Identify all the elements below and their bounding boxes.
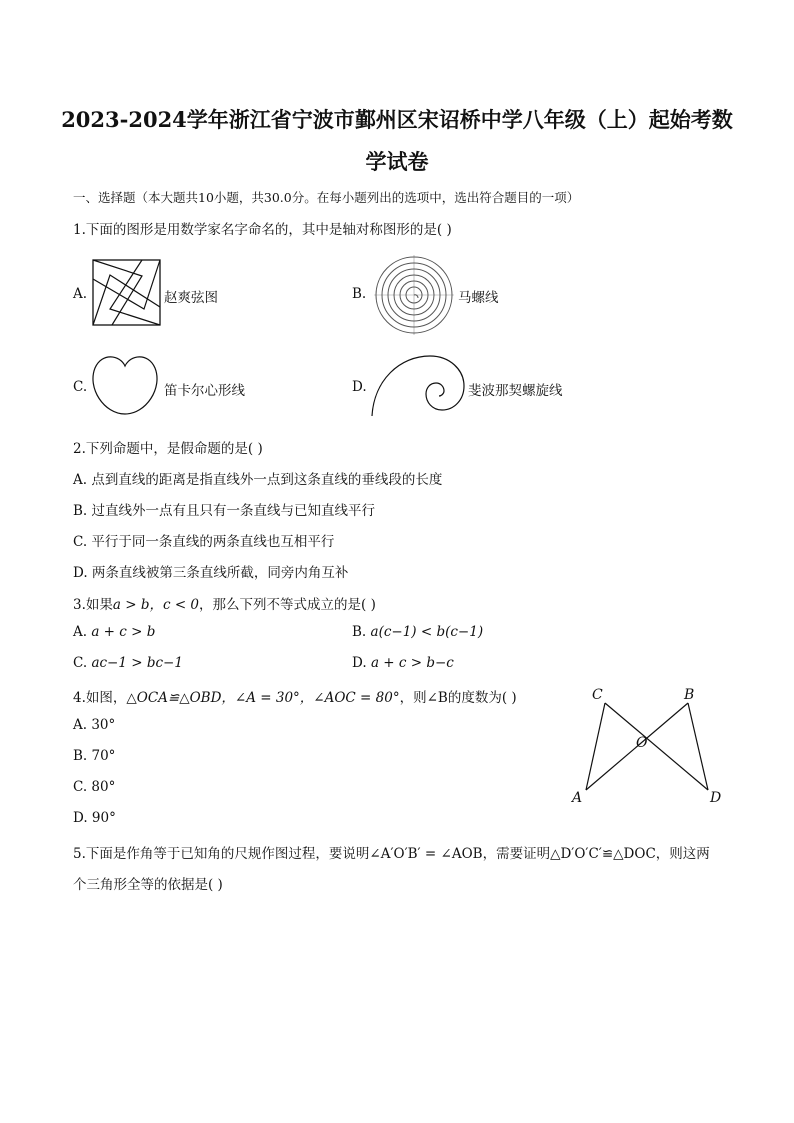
label-D: D	[710, 790, 722, 806]
label-O: O	[636, 735, 648, 751]
q3-stem	[73, 593, 376, 613]
q3-option-a-expr: a + c > b	[91, 624, 156, 640]
q3-option-c-letter: C.	[73, 655, 88, 671]
q3-option-d-letter: D.	[352, 655, 367, 671]
q3-option-c-expr: ac−1 > bc−1	[91, 655, 183, 671]
zhao-shuang-diagram	[92, 259, 162, 327]
q1-option-a-caption: 赵爽弦图	[164, 290, 218, 306]
segment-BD	[688, 703, 708, 790]
q2-stem: 2.下列命题中，是假命题的是( )	[73, 441, 263, 457]
q3-option-d	[352, 655, 454, 671]
q3-option-b-letter: B.	[352, 624, 367, 640]
q3-option-c	[73, 655, 183, 671]
q1-stem: 1.下面的图形是用数学家名字命名的，其中是轴对称图形的是( )	[73, 222, 452, 238]
q2-option-a: A. 点到直线的距离是指直线外一点到这条直线的垂线段的长度	[73, 472, 443, 488]
q1-option-d-letter: D.	[352, 379, 367, 395]
q4-stem-suffix: ，则∠B的度数为( )	[399, 690, 517, 706]
label-A: A	[572, 790, 583, 806]
q2-option-d: D. 两条直线被第三条直线所截，同旁内角互补	[73, 565, 349, 581]
cardioid-diagram	[90, 354, 160, 416]
q3-option-b	[352, 624, 483, 640]
segment-CD	[605, 703, 708, 790]
archimedean-spiral-diagram	[374, 255, 454, 335]
q4-stem-math: △OCA≌△OBD，∠A = 30°，∠AOC = 80°	[126, 690, 400, 706]
q1-option-a-letter: A.	[73, 286, 88, 302]
q4-stem-prefix: 4.如图，	[73, 690, 127, 706]
q1-option-b-letter: B.	[352, 286, 367, 302]
q3-stem-prefix: 3.如果	[73, 597, 113, 613]
q4-option-b: B. 70°	[73, 748, 116, 764]
page-title-line2: 学试卷	[365, 149, 429, 174]
q3-option-a	[73, 624, 155, 640]
q3-stem-math: a > b，c < 0	[112, 597, 200, 613]
q3-option-b-expr: a(c−1) < b(c−1)	[370, 624, 484, 640]
label-C: C	[592, 687, 603, 703]
q4-option-d: D. 90°	[73, 810, 116, 826]
q1-option-d-caption: 斐波那契螺旋线	[468, 383, 563, 399]
q1-option-c-caption: 笛卡尔心形线	[164, 383, 245, 399]
q5-stem-line2: 个三角形全等的依据是( )	[73, 877, 223, 893]
q4-option-a: A. 30°	[73, 717, 116, 733]
q4-stem	[73, 686, 517, 706]
q1-option-c-letter: C.	[73, 379, 88, 395]
q2-option-c: C. 平行于同一条直线的两条直线也互相平行	[73, 534, 335, 550]
q3-stem-suffix: ，那么下列不等式成立的是( )	[199, 597, 376, 613]
section-header: 一、选择题（本大题共10小题，共30.0分。在每小题列出的选项中，选出符合题目的一项）	[73, 190, 580, 205]
q3-option-d-expr: a + c > b−c	[370, 655, 454, 671]
fibonacci-spiral-diagram	[368, 352, 468, 420]
label-B: B	[684, 687, 695, 703]
q2-option-b: B. 过直线外一点有且只有一条直线与已知直线平行	[73, 503, 376, 519]
q5-stem-line1: 5.下面是作角等于已知角的尺规作图过程，要说明∠A′O′B′ = ∠AOB，需要证明△D′O′C′≌△DOC，则这两	[73, 846, 710, 862]
q4-option-c: C. 80°	[73, 779, 116, 795]
page-title-line1: 2023-2024学年浙江省宁波市鄞州区宋诏桥中学八年级（上）起始考数	[61, 107, 733, 132]
triangles-figure	[570, 684, 730, 808]
q1-option-b-caption: 马螺线	[458, 290, 499, 306]
q3-option-a-letter: A.	[73, 624, 88, 640]
